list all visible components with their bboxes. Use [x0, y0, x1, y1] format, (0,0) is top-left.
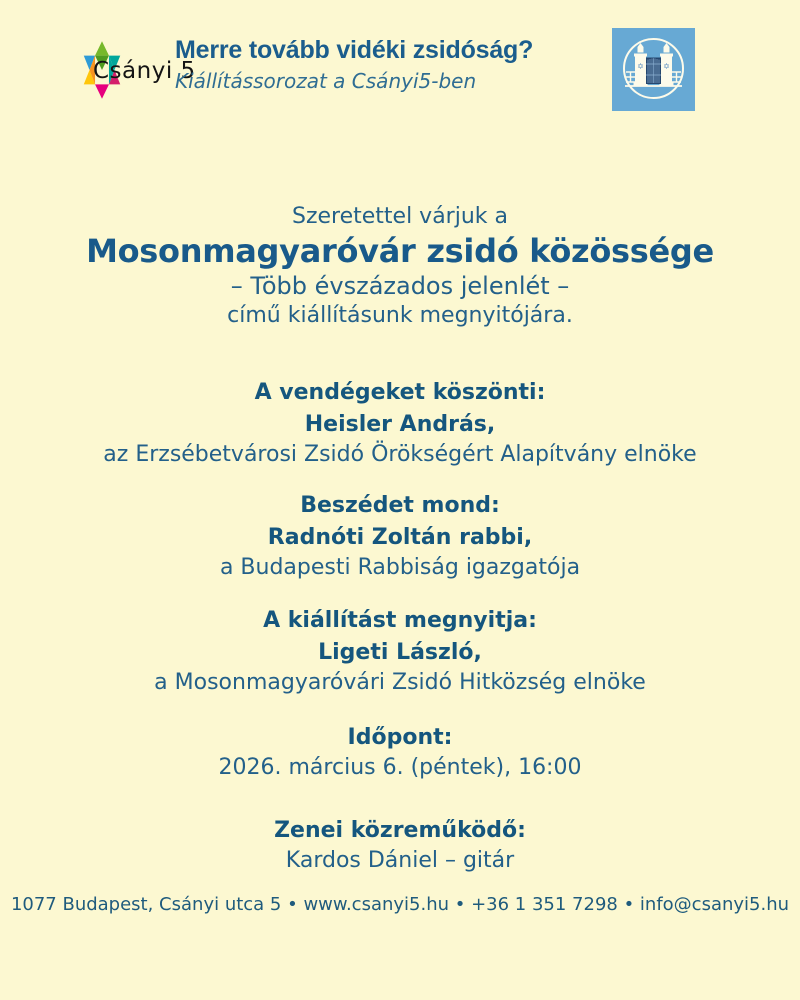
series-title: Merre tovább vidéki zsidóság?: [175, 36, 534, 64]
section-heading: Beszédet mond:: [300, 493, 500, 518]
svg-text:✡: ✡: [637, 62, 644, 71]
exhibition-subtitle: – Több évszázados jelenlét –: [230, 272, 570, 300]
section-music: [0, 816, 800, 876]
csanyi5-logo-text: Csányi 5: [93, 58, 196, 84]
exhibition-title: Mosonmagyaróvár zsidó közössége: [86, 232, 714, 270]
footer: [0, 890, 800, 920]
synagogue-gate-icon-svg: [612, 28, 695, 111]
header-titles: [175, 36, 533, 93]
section-datetime: [0, 723, 800, 783]
section-heading: Időpont:: [347, 725, 453, 750]
csanyi5-logo: [78, 38, 196, 104]
section-role: a Budapesti Rabbiság igazgatója: [219, 555, 581, 580]
section-heading: Zenei közreműködő:: [274, 818, 526, 843]
synagogue-gate-icon: [612, 28, 695, 111]
intro-suffix: című kiállításunk megnyitójára.: [227, 303, 573, 328]
intro-line: Szeretettel várjuk a: [291, 204, 508, 229]
section-person: Heisler András,: [304, 412, 496, 437]
section-opening: [0, 606, 800, 698]
series-subtitle: Kiállítássorozat a Csányi5-ben: [175, 69, 477, 93]
contact-line: 1077 Budapest, Csányi utca 5 • www.csanyi5.hu • +36 1 351 7298 • info@csanyi5.hu: [10, 894, 790, 915]
svg-text:✡: ✡: [663, 62, 670, 71]
musician-name: Kardos Dániel – gitár: [285, 848, 515, 873]
invitation-body: [0, 112, 800, 876]
section-heading: A kiállítást megnyitja:: [263, 608, 537, 633]
event-datetime: 2026. március 6. (péntek), 16:00: [218, 755, 582, 780]
section-role: az Erzsébetvárosi Zsidó Örökségért Alapítvány elnöke: [103, 442, 697, 467]
section-heading: A vendégeket köszönti:: [254, 380, 546, 405]
section-speech: [0, 491, 800, 583]
section-person: Ligeti László,: [318, 640, 482, 665]
section-greeting: [0, 378, 800, 470]
section-person: Radnóti Zoltán rabbi,: [267, 525, 533, 550]
section-role: a Mosonmagyaróvári Zsidó Hitközség elnöke: [154, 670, 646, 695]
header: [0, 0, 800, 112]
